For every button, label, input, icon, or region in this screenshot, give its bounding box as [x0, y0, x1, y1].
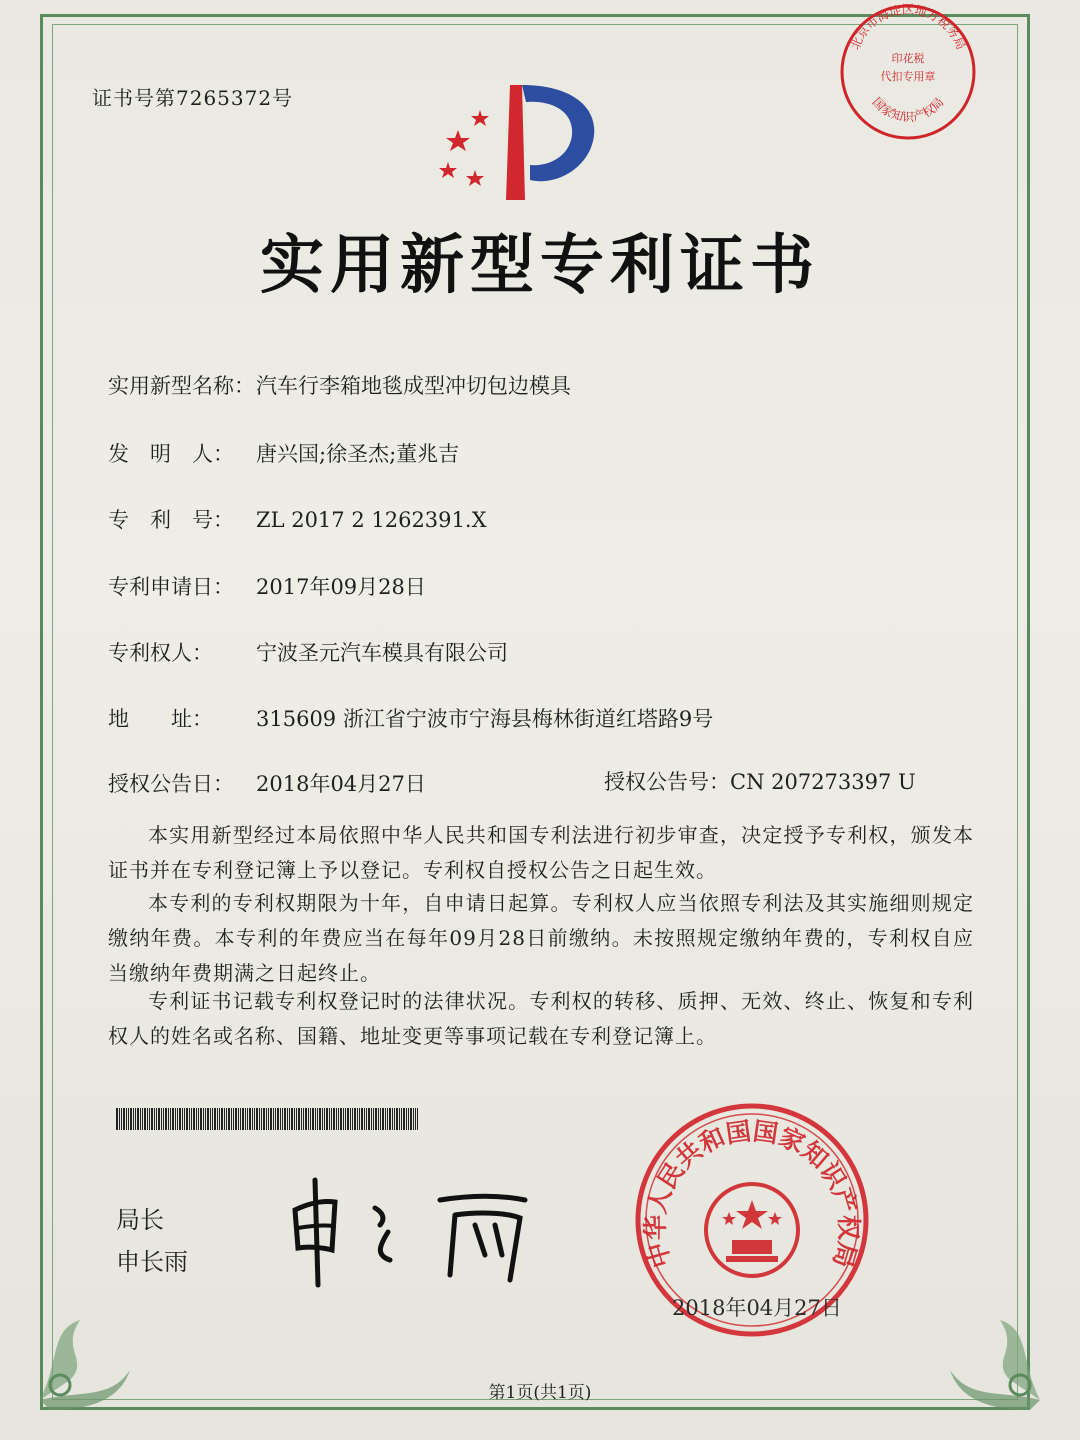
paragraph-3: 专利证书记载专利权登记时的法律状况。专利权的转移、质押、无效、终止、恢复和专利权人的姓名或名称、国籍、地址变更等事项记载在专利登记簿上。: [108, 989, 974, 1048]
field-address: [108, 703, 713, 733]
field-patent-number: [108, 504, 487, 534]
field-label: 实用新型名称：: [108, 374, 255, 398]
national-emblem-icon: [706, 1184, 798, 1276]
certificate-number: 证书号第7265372号: [92, 86, 294, 110]
paragraph-1: 本实用新型经过本局依照中华人民共和国专利法进行初步审查，决定授予专利权，颁发本证书并在专利登记簿上予以登记。专利权自授权公告之日起生效。: [108, 823, 974, 882]
field-patentee: [108, 637, 508, 667]
field-publication-number: [604, 766, 916, 796]
handwritten-signature: [280, 1170, 550, 1295]
field-value: CN 207273397 U: [730, 770, 916, 794]
field-utility-model-name: [108, 370, 571, 400]
field-label: 发 明 人：: [108, 442, 234, 466]
svg-text:国家知识产权局: [869, 95, 946, 124]
field-label: 专利申请日：: [108, 575, 234, 599]
field-value: 315609 浙江省宁波市宁海县梅林街道红塔路9号: [256, 707, 714, 731]
field-inventors: [108, 438, 459, 468]
field-value: ZL 2017 2 1262391.X: [256, 508, 487, 532]
field-value: 2017年09月28日: [256, 575, 426, 599]
svg-text:北京市海淀区地方税务局: [848, 2, 968, 52]
seal-date: 2018年04月27日: [672, 1296, 842, 1320]
field-label: 授权公告日：: [108, 772, 234, 796]
field-application-date: [108, 571, 426, 601]
field-label: 专 利 号：: [108, 508, 234, 532]
signatory-name: 申长雨: [116, 1248, 188, 1276]
cnipa-logo-icon: [430, 70, 610, 205]
seal-ring-text: 中华人民共和国国家知识产权局: [640, 1116, 864, 1271]
tax-stamp-seal: [828, 0, 988, 145]
field-value: 汽车行李箱地毯成型冲切包边模具: [256, 374, 571, 398]
certificate-title: 实用新型专利证书: [260, 228, 820, 303]
field-label: 专利权人：: [108, 641, 213, 665]
page-number: 第1页(共1页): [488, 1383, 592, 1403]
paragraph-2: 本专利的专利权期限为十年，自申请日起算。专利权人应当依照专利法及其实施细则规定缴纳年费。本专利的年费应当在每年09月28日前缴纳。未按照规定缴纳年费的，专利权自应当缴纳年费期满之日起终止。: [108, 891, 974, 985]
field-label: 地 址：: [108, 707, 213, 731]
tax-seal-ring-text: 北京市海淀区地方税务局: [847, 2, 969, 52]
field-value: 唐兴国;徐圣杰;董兆吉: [256, 442, 460, 466]
tax-seal-line2: 代扣专用章: [880, 70, 936, 83]
barcode: [116, 1108, 418, 1130]
tax-seal-line1: 印花税: [891, 52, 925, 65]
signatory-title: 局长: [116, 1206, 164, 1234]
field-grant-date: [108, 768, 426, 798]
field-value: 2018年04月27日: [256, 772, 426, 796]
field-value: 宁波圣元汽车模具有限公司: [256, 641, 508, 665]
tax-seal-bottom-text: 国家知识产权局: [869, 94, 947, 124]
field-label: 授权公告号：: [604, 770, 730, 794]
